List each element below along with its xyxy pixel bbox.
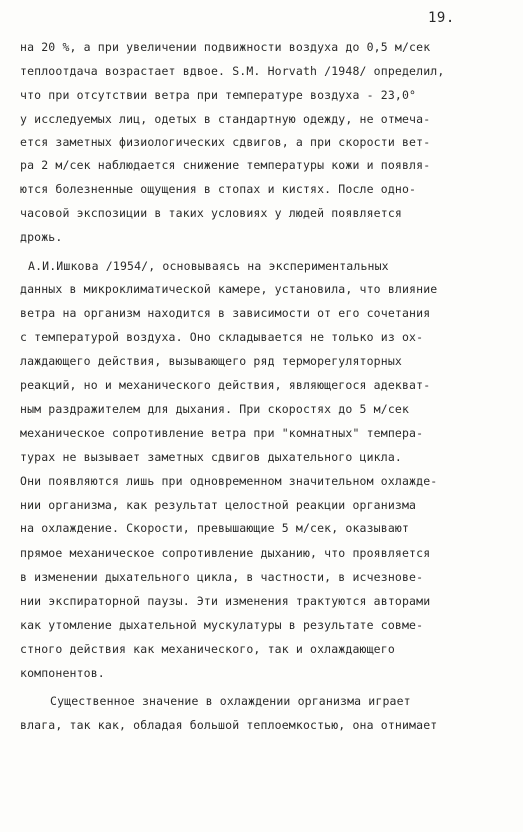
text-line: в изменении дыхательного цикла, в частности, в исчезнове-: [20, 570, 424, 584]
text-line: лаждающего действия, вызывающего ряд терморегуляторных: [20, 354, 402, 368]
text-line: стного действия как механического, так и охлаждающего: [20, 642, 395, 656]
text-line: ется заметных физиологических сдвигов, а при скорости вет-: [20, 135, 431, 149]
text-line: с температурой воздуха. Оно складывается не только из ох-: [20, 330, 424, 344]
text-line: данных в микроклиматической камере, установила, что влияние: [20, 282, 438, 296]
text-line: у исследуемых лиц, одетых в стандартную одежду, не отмеча-: [20, 112, 431, 126]
text-line: теплоотдача возрастает вдвое. S.M. Horvath /1948/ определил,: [20, 64, 445, 78]
text-line: как утомление дыхательной мускулатуры в результате совме-: [20, 618, 424, 632]
page-number: 19.: [428, 10, 455, 26]
text-line: что при отсутствии ветра при температуре воздуха - 23,0°: [20, 88, 417, 102]
paragraph-start-line: А.И.Ишкова /1954/, основываясь на экспериментальных: [28, 259, 389, 273]
text-line: влага, так как, обладая большой теплоемкостью, она отнимает: [20, 718, 438, 732]
text-line: дрожь.: [20, 230, 63, 244]
text-line: прямое механическое сопротивление дыханию, что проявляется: [20, 546, 431, 560]
text-line: реакций, но и механического действия, являющегося адекват-: [20, 378, 431, 392]
paragraph-start-line: Существенное значение в охлаждении организма играет: [50, 694, 411, 708]
text-line: на охлаждение. Скорости, превышающие 5 м/сек, оказывают: [20, 521, 410, 535]
text-line: турах не вызывает заметных сдвигов дыхательного цикла.: [20, 450, 402, 464]
text-line: нии организма, как результат целостной реакции организма: [20, 498, 417, 512]
text-line: на 20 %, а при увеличении подвижности воздуха до 0,5 м/сек: [20, 40, 431, 54]
text-line: часовой экспозиции в таких условиях у людей появляется: [20, 206, 402, 220]
text-line: ра 2 м/сек наблюдается снижение температуры кожи и появля-: [20, 158, 431, 172]
text-line: ются болезненные ощущения в стопах и кистях. После одно-: [20, 182, 417, 196]
text-line: компонентов.: [20, 666, 105, 680]
text-line: ветра на организм находится в зависимости от его сочетания: [20, 306, 431, 320]
text-line: ным раздражителем для дыхания. При скоростях до 5 м/сек: [20, 402, 410, 416]
text-line: нии экспираторной паузы. Эти изменения трактуются авторами: [20, 594, 431, 608]
text-line: механическое сопротивление ветра при "комнатных" темпера-: [20, 426, 424, 440]
text-line: Они появляются лишь при одновременном значительном охлажде-: [20, 474, 438, 488]
